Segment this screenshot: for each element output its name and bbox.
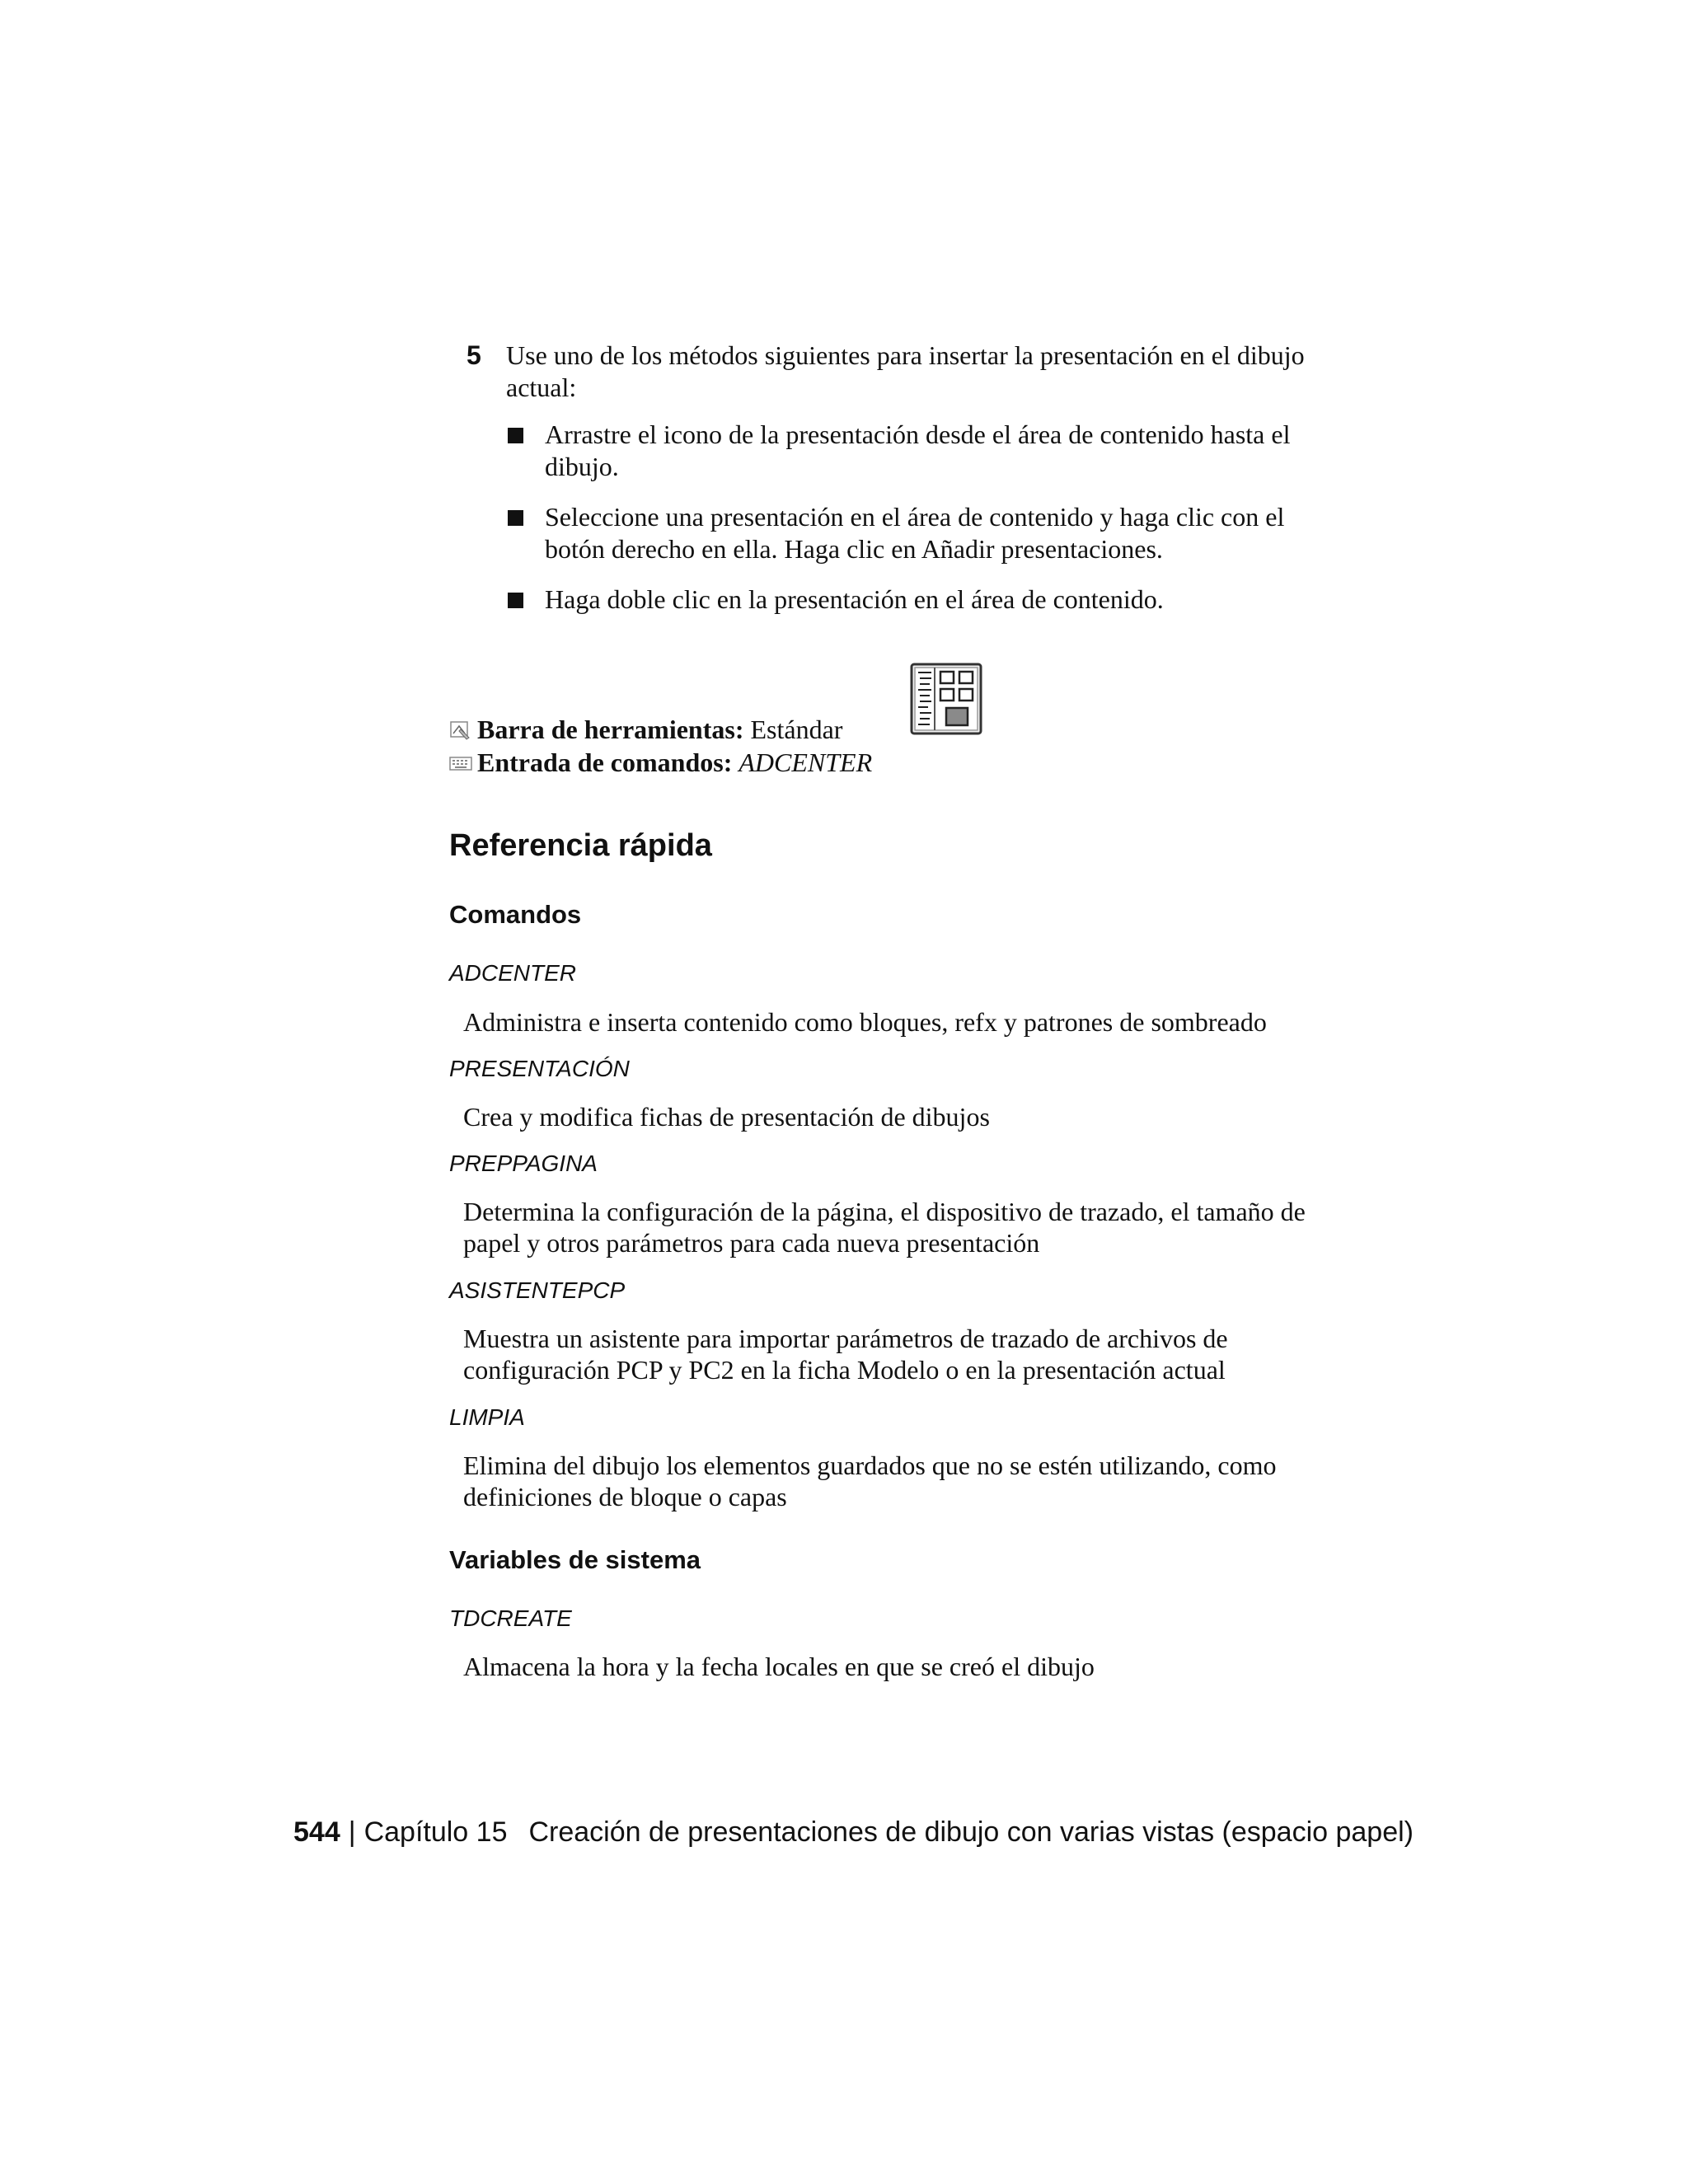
list-item [506, 583, 1340, 616]
command-description: Elimina del dibujo los elementos guardados que no se estén utilizando, como definiciones de bloque o capas [463, 1451, 1277, 1511]
chapter-title: Creación de presentaciones de dibujo con varias vistas (espacio papel) [528, 1816, 1414, 1848]
toolbar-icon [449, 719, 472, 741]
chapter-label: Capítulo 15 [363, 1816, 508, 1848]
command-description: Administra e inserta contenido como bloques, refx y patrones de sombreado [463, 1007, 1267, 1037]
commands-heading: Comandos [449, 900, 582, 929]
bullet-text: Arrastre el icono de la presentación desde el área de contenido hasta el dibujo. [545, 419, 1291, 481]
command-entry-label: Entrada de comandos: [477, 748, 733, 777]
step-5 [467, 340, 1340, 634]
square-bullet-icon [508, 593, 523, 608]
system-variable-name: TDCREATE [449, 1605, 572, 1631]
keyboard-icon [449, 752, 472, 774]
square-bullet-icon [508, 510, 523, 526]
system-variables-heading: Variables de sistema [449, 1545, 701, 1574]
command-name: PREPPAGINA [449, 1151, 598, 1176]
system-variable-description: Almacena la hora y la fecha locales en que se creó el dibujo [463, 1652, 1095, 1681]
list-item [506, 419, 1340, 483]
page-number: 544 [293, 1816, 340, 1848]
footer-separator: | [348, 1816, 356, 1848]
toolbar-label: Barra de herramientas: [477, 715, 744, 744]
step-bullet-list [506, 419, 1340, 616]
bullet-text: Seleccione una presentación en el área de contenido y haga clic con el botón derecho en ella. Haga clic en Añadir presentaciones. [545, 502, 1285, 564]
command-description: Determina la configuración de la página, el dispositivo de trazado, el tamaño de papel y otros parámetros para cada nueva presentación [463, 1197, 1306, 1258]
command-entry-value: ADCENTER [738, 748, 873, 777]
page-footer [293, 1815, 1414, 1849]
square-bullet-icon [508, 428, 523, 443]
command-description: Muestra un asistente para importar parámetros de trazado de archivos de configuración PCP y PC2 en la ficha Modelo o en la presentación actual [463, 1324, 1228, 1385]
step-text: Use uno de los métodos siguientes para insertar la presentación en el dibujo actual: [506, 340, 1305, 402]
designcenter-icon [910, 663, 982, 735]
toolbar-reference [449, 714, 842, 745]
command-name: PRESENTACIÓN [449, 1056, 630, 1081]
step-number: 5 [467, 340, 481, 370]
quick-reference-title: Referencia rápida [449, 828, 712, 863]
toolbar-value: Estándar [750, 715, 843, 744]
command-name: ADCENTER [449, 960, 577, 986]
list-item [506, 501, 1340, 565]
command-name: LIMPIA [449, 1404, 525, 1430]
command-entry-reference [449, 747, 872, 778]
bullet-text: Haga doble clic en la presentación en el área de contenido. [545, 584, 1164, 614]
command-name: ASISTENTEPCP [449, 1277, 626, 1303]
command-description: Crea y modifica fichas de presentación de dibujos [463, 1102, 990, 1132]
